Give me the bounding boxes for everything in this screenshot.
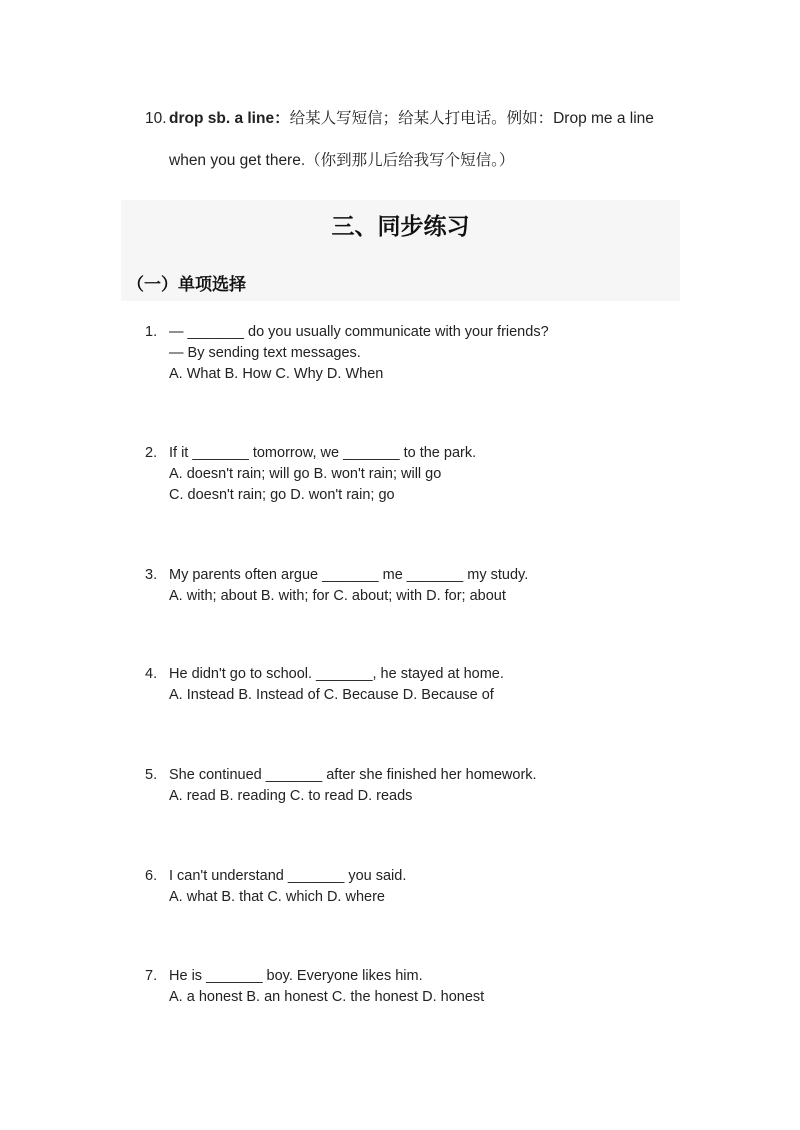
question-body (169, 565, 705, 607)
section-header-band (121, 200, 680, 301)
question-number: 3. (145, 567, 158, 583)
vocab-meaning: 给某人写短信；给某人打电话。例如：Drop me a line (289, 110, 654, 127)
section-title: 三、同步练习 (331, 213, 470, 239)
question-options: A. with; about B. with; for C. about; with D. for; about (169, 588, 506, 604)
vocab-item-number: 10. (145, 110, 167, 127)
question-3 (145, 565, 705, 607)
question-number: 1. (145, 324, 158, 340)
question-options: C. doesn't rain; go D. won't rain; go (169, 487, 395, 503)
question-6 (145, 866, 705, 908)
question-stem: If it _______ tomorrow, we _______ to the park. (169, 445, 477, 461)
question-7 (145, 966, 705, 1008)
question-number: 4. (145, 666, 158, 682)
vocab-term: drop sb. a line (169, 110, 275, 127)
question-options: A. What B. How C. Why D. When (169, 366, 384, 382)
question-body (169, 664, 705, 706)
question-stem: He is _______ boy. Everyone likes him. (169, 968, 423, 984)
vocab-term-colon: ： (274, 110, 290, 127)
question-2 (145, 443, 705, 506)
question-options: A. a honest B. an honest C. the honest D. honest (169, 989, 485, 1005)
question-options: A. Instead B. Instead of C. Because D. Because of (169, 687, 494, 703)
vocab-item-10 (145, 98, 705, 182)
vocab-item-body (169, 98, 705, 182)
question-number: 2. (145, 445, 158, 461)
question-stem: He didn't go to school. _______, he stayed at home. (169, 666, 504, 682)
question-body (169, 966, 705, 1008)
question-1 (145, 322, 705, 385)
question-stem: — _______ do you usually communicate with your friends? (169, 324, 549, 340)
question-options: A. doesn't rain; will go B. won't rain; will go (169, 466, 442, 482)
question-options: A. what B. that C. which D. where (169, 889, 385, 905)
vocab-example-continuation: when you get there.（你到那儿后给我写个短信。） (169, 152, 515, 169)
question-stem: She continued _______ after she finished her homework. (169, 767, 537, 783)
subsection-title: （一）单项选择 (127, 275, 246, 294)
question-5 (145, 765, 705, 807)
vocab-item-line-1 (169, 98, 705, 140)
question-stem: I can't understand _______ you said. (169, 868, 407, 884)
question-number: 5. (145, 767, 158, 783)
question-4 (145, 664, 705, 706)
question-body (169, 765, 705, 807)
question-response: — By sending text messages. (169, 345, 361, 361)
question-number: 7. (145, 968, 158, 984)
question-body (169, 866, 705, 908)
question-options: A. read B. reading C. to read D. reads (169, 788, 413, 804)
question-number: 6. (145, 868, 158, 884)
question-stem: My parents often argue _______ me _______ my study. (169, 567, 529, 583)
question-body (169, 443, 705, 506)
question-body (169, 322, 705, 385)
